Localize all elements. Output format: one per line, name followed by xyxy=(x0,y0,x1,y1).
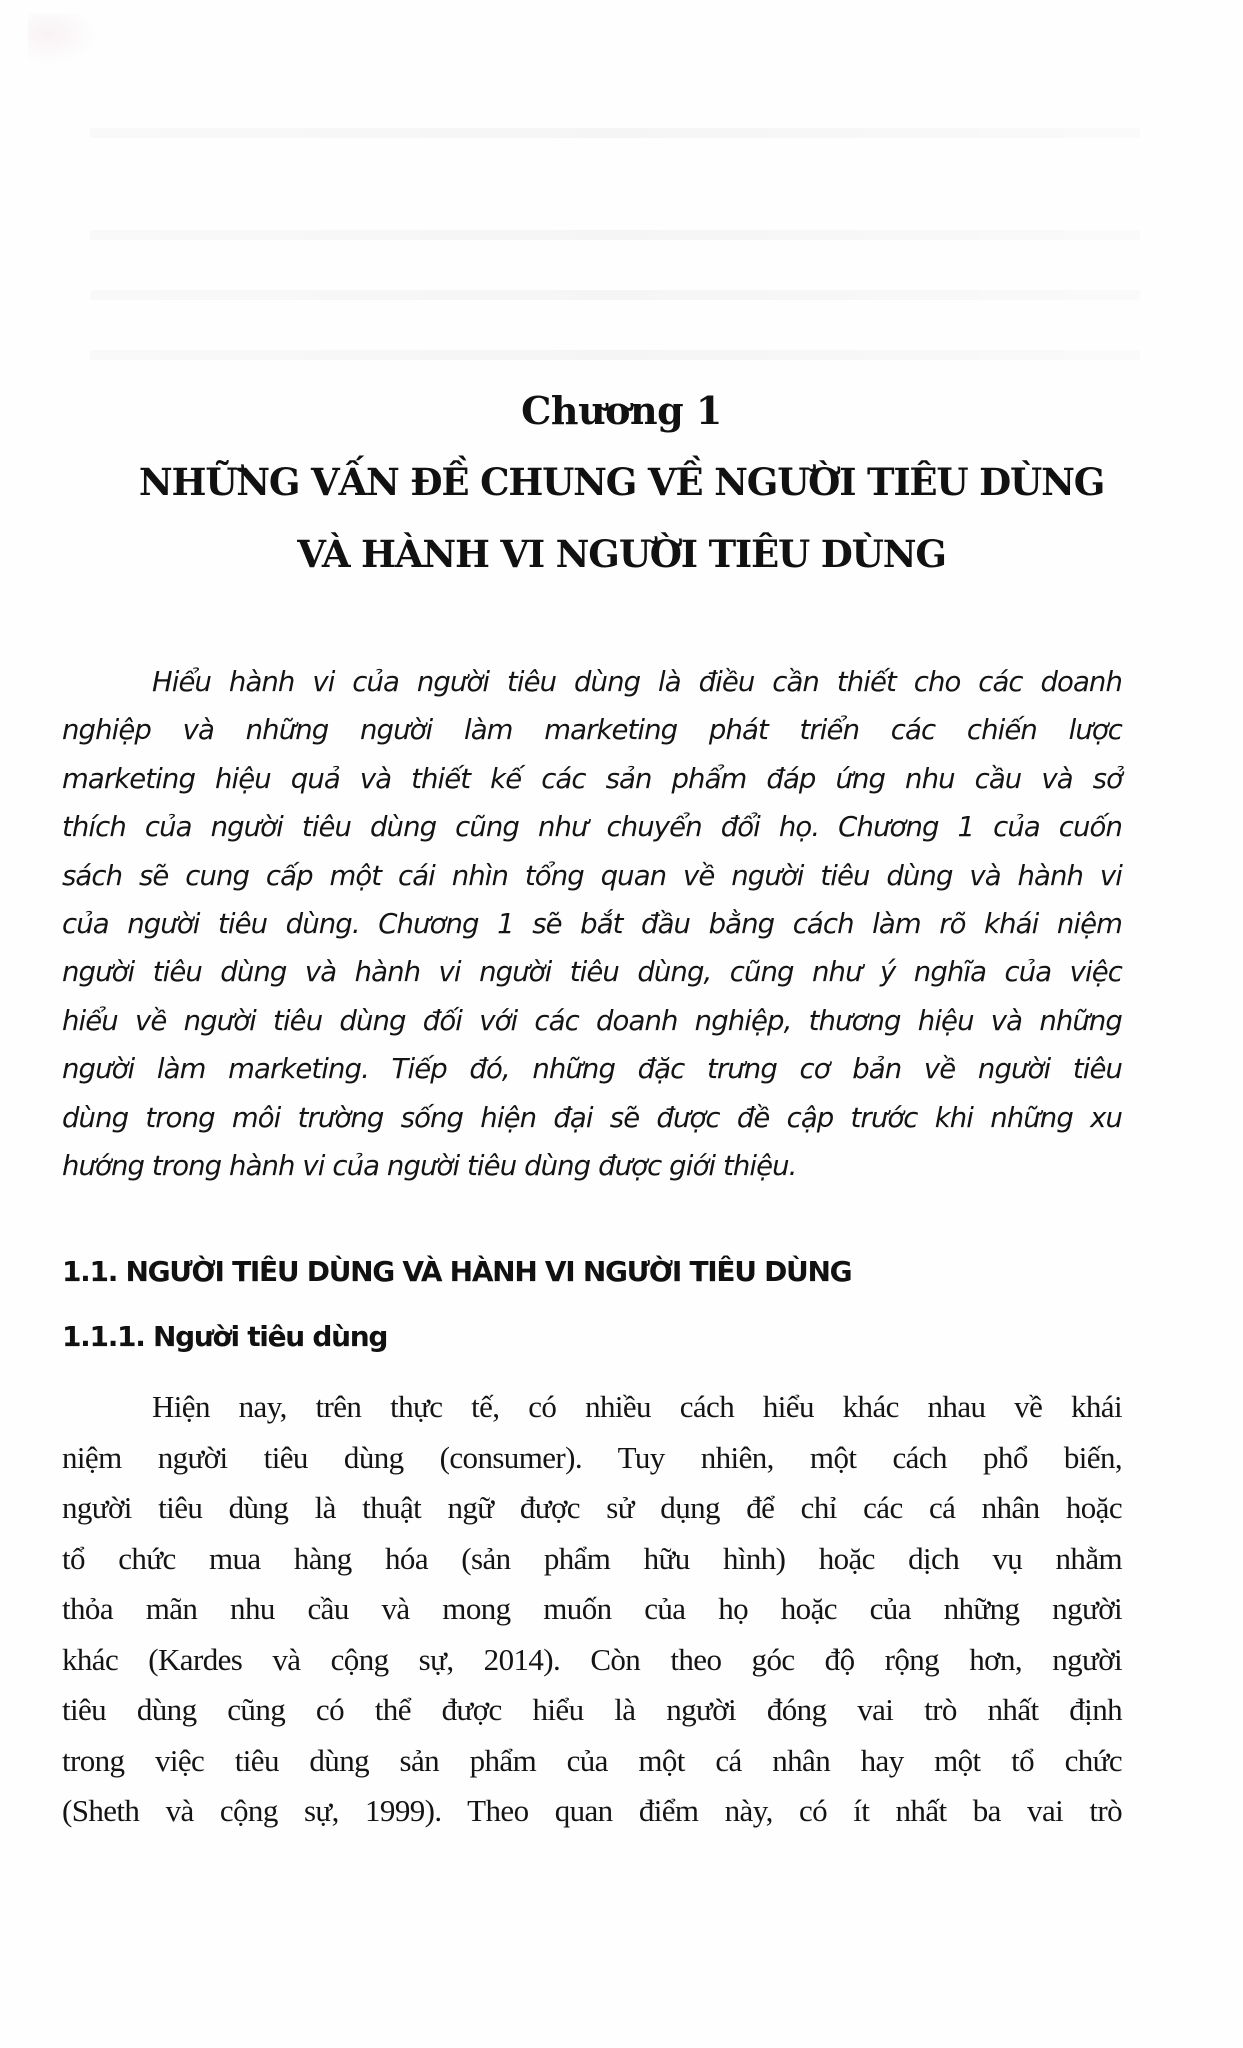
intro-line: dùng trong môi trường sống hiện đại sẽ được đề cập trước khi những xu xyxy=(62,1101,1122,1134)
show-through-line xyxy=(90,290,1140,300)
intro-line: người làm marketing. Tiếp đó, những đặc trưng cơ bản về người tiêu xyxy=(62,1053,1122,1086)
body-line: (Sheth và cộng sự, 1999). Theo quan điểm này, có ít nhất ba vai trò xyxy=(62,1793,1122,1828)
show-through-line xyxy=(90,350,1140,360)
body-line: tổ chức mua hàng hóa (sản phẩm hữu hình) hoặc dịch vụ nhằm xyxy=(62,1540,1122,1576)
body-line: Hiện nay, trên thực tế, có nhiều cách hiểu khác nhau về khái xyxy=(152,1389,1122,1424)
chapter-title-line-1: NHỮNG VẤN ĐỀ CHUNG VỀ NGƯỜI TIÊU DÙNG xyxy=(138,460,1105,504)
section-heading: 1.1. NGƯỜI TIÊU DÙNG VÀ HÀNH VI NGƯỜI TIÊU DÙNG xyxy=(62,1255,852,1288)
body-line: tiêu dùng cũng có thể được hiểu là người đóng vai trò nhất định xyxy=(62,1692,1122,1727)
intro-line: sách sẽ cung cấp một cái nhìn tổng quan về người tiêu dùng và hành vi xyxy=(62,859,1122,892)
body-line: khác (Kardes và cộng sự, 2014). Còn theo góc độ rộng hơn, người xyxy=(62,1641,1122,1677)
intro-line: người tiêu dùng và hành vi người tiêu dùng, cũng như ý nghĩa của việc xyxy=(62,956,1122,989)
intro-line: thích của người tiêu dùng cũng như chuyển đổi họ. Chương 1 của cuốn xyxy=(62,811,1122,844)
body-paragraph xyxy=(62,1382,1122,1837)
body-line: người tiêu dùng là thuật ngữ được sử dụng để chỉ các cá nhân hoặc xyxy=(62,1490,1122,1525)
intro-line: của người tiêu dùng. Chương 1 sẽ bắt đầu bằng cách làm rõ khái niệm xyxy=(62,908,1122,941)
show-through-line xyxy=(90,230,1140,240)
scan-corner-mark xyxy=(28,14,98,64)
body-line: thỏa mãn nhu cầu và mong muốn của họ hoặc của những người xyxy=(62,1591,1122,1626)
intro-line: nghiệp và những người làm marketing phát triển các chiến lược xyxy=(62,714,1122,747)
intro-line: hiểu về người tiêu dùng đối với các doanh nghiệp, thương hiệu và những xyxy=(62,1004,1122,1037)
body-line: trong việc tiêu dùng sản phẩm của một cá nhân hay một tổ chức xyxy=(62,1742,1122,1778)
chapter-intro-paragraph xyxy=(62,658,1122,1190)
intro-line: hướng trong hành vi của người tiêu dùng được giới thiệu. xyxy=(62,1150,797,1183)
chapter-title-line-2: VÀ HÀNH VI NGƯỜI TIÊU DÙNG xyxy=(297,532,946,576)
show-through-line xyxy=(90,128,1140,138)
intro-line: marketing hiệu quả và thiết kế các sản phẩm đáp ứng nhu cầu và sở xyxy=(62,762,1122,795)
chapter-label: Chương 1 xyxy=(521,388,722,433)
intro-line: Hiểu hành vi của người tiêu dùng là điều cần thiết cho các doanh xyxy=(152,666,1122,698)
body-line: niệm người tiêu dùng (consumer). Tuy nhiên, một cách phổ biến, xyxy=(62,1439,1122,1475)
subsection-heading: 1.1.1. Người tiêu dùng xyxy=(62,1320,388,1353)
